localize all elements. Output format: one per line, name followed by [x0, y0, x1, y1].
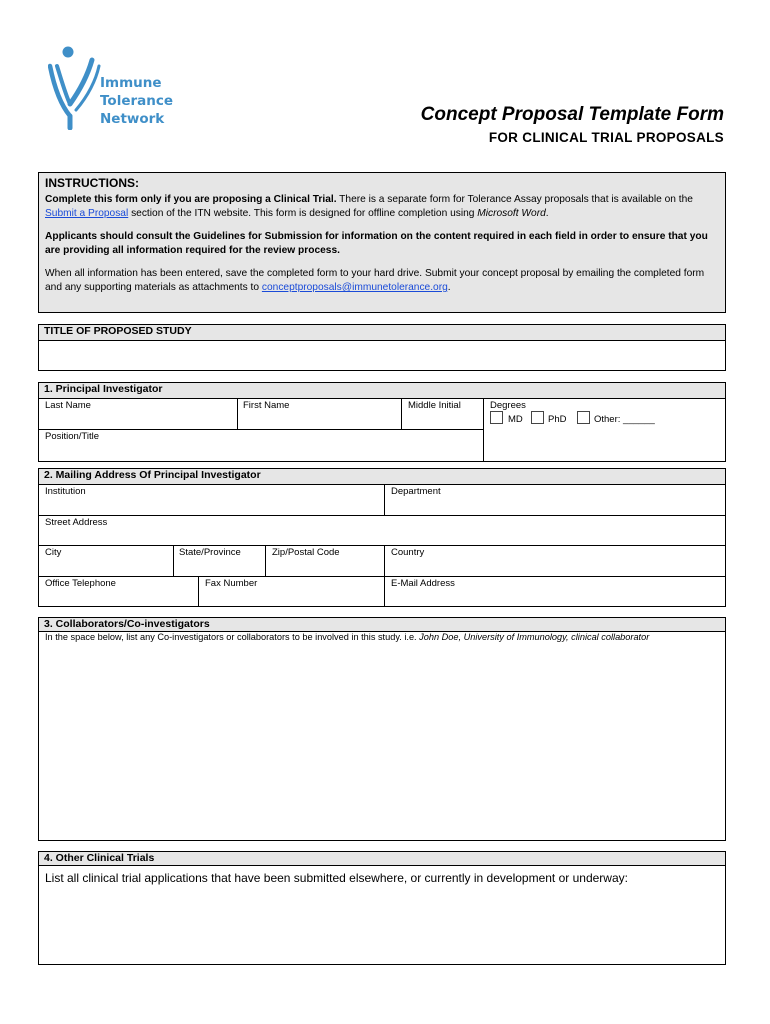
- office-telephone-field[interactable]: Office Telephone: [45, 578, 116, 589]
- middle-initial-field[interactable]: Middle Initial: [408, 400, 461, 411]
- first-name-field[interactable]: First Name: [243, 400, 290, 411]
- degrees-label: Degrees: [490, 400, 526, 411]
- instructions-heading: INSTRUCTIONS:: [45, 176, 139, 190]
- mailing-section-header: 2. Mailing Address Of Principal Investigator: [38, 468, 726, 485]
- phd-label: PhD: [548, 414, 567, 425]
- divider: [173, 545, 174, 576]
- other-trials-section-header: 4. Other Clinical Trials: [38, 851, 726, 866]
- divider: [237, 398, 238, 429]
- other-trials-hint: List all clinical trial applications that have been submitted elsewhere, or currently in development or underway:: [45, 871, 628, 885]
- phd-checkbox[interactable]: [531, 411, 544, 424]
- study-title-header: TITLE OF PROPOSED STUDY: [38, 324, 726, 341]
- divider: [401, 398, 402, 429]
- last-name-field[interactable]: Last Name: [45, 400, 91, 411]
- study-title-field[interactable]: [38, 340, 726, 371]
- md-label: MD: [508, 414, 523, 425]
- pi-section-table: [38, 398, 726, 462]
- org-name: Immune Tolerance Network: [100, 75, 174, 127]
- divider: [38, 515, 726, 516]
- instructions-box: [38, 172, 726, 313]
- collaborators-field[interactable]: [38, 631, 726, 841]
- page-title: Concept Proposal Template Form: [420, 104, 724, 125]
- collaborators-section-header: 3. Collaborators/Co-investigators: [38, 617, 726, 632]
- page-subtitle: FOR CLINICAL TRIAL PROPOSALS: [488, 130, 724, 145]
- instructions-paragraph-2: Applicants should consult the Guidelines for Submission for information on the content required in each field in order to ensure that you are providing all information required for the review process.: [45, 230, 708, 257]
- divider: [38, 545, 726, 546]
- position-title-field[interactable]: Position/Title: [45, 431, 100, 442]
- instructions-paragraph-1: Complete this form only if you are proposing a Clinical Trial. There is a separate form for Tolerance Assay proposals that is available on the Submit a Proposal section of the ITN website. This form is designed for offline completion using Microsoft Word.: [45, 194, 693, 220]
- country-field[interactable]: Country: [391, 547, 425, 558]
- divider: [38, 576, 726, 577]
- submit-proposal-link[interactable]: Submit a Proposal: [45, 208, 129, 220]
- collaborators-hint: In the space below, list any Co-investigators or collaborators to be involved in this study. i.e. John Doe, University of Immunology, clinical collaborator: [45, 632, 650, 642]
- fax-number-field[interactable]: Fax Number: [205, 578, 258, 589]
- divider: [198, 576, 199, 607]
- other-degree-field[interactable]: Other: ______: [594, 414, 655, 425]
- email-link[interactable]: conceptproposals@immunetolerance.org: [261, 282, 448, 294]
- state-province-field[interactable]: State/Province: [179, 547, 241, 558]
- pi-section-header: 1. Principal Investigator: [38, 382, 726, 399]
- md-checkbox[interactable]: [490, 411, 503, 424]
- divider: [265, 545, 266, 576]
- department-field[interactable]: Department: [391, 486, 441, 497]
- zip-postal-field[interactable]: Zip/Postal Code: [272, 547, 340, 558]
- other-degree-checkbox[interactable]: [577, 411, 590, 424]
- institution-field[interactable]: Institution: [45, 486, 86, 497]
- street-address-field[interactable]: Street Address: [45, 517, 108, 528]
- divider: [483, 398, 484, 462]
- email-address-field[interactable]: E-Mail Address: [391, 578, 455, 589]
- city-field[interactable]: City: [45, 547, 62, 558]
- divider: [38, 429, 484, 430]
- instructions-paragraph-3: When all information has been entered, save the completed form to your hard drive. Submit your concept proposal by emailing the completed form and any supporting materials as attachments to conceptproposals@immunetolerance.org.: [45, 267, 705, 294]
- divider: [384, 545, 385, 607]
- divider: [384, 484, 385, 515]
